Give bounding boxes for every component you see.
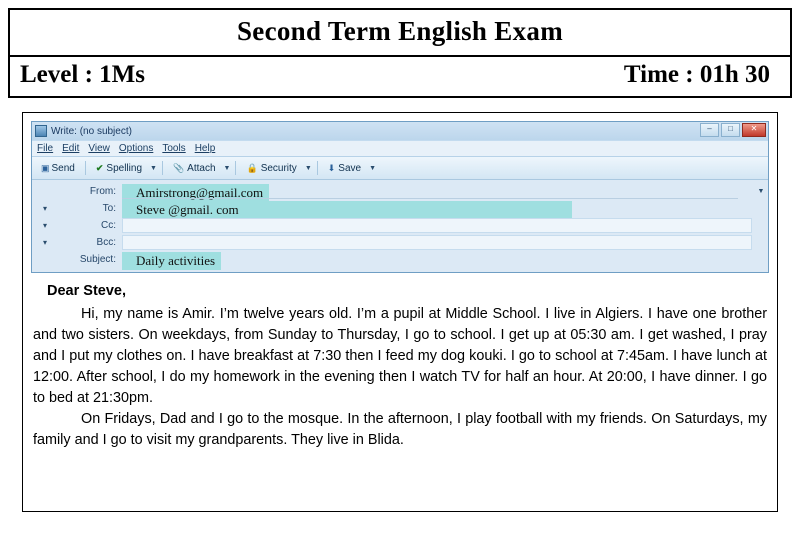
menu-item-help[interactable] [195, 143, 216, 154]
from-underline [122, 198, 738, 199]
menu-item-view-label: View [88, 143, 110, 154]
exam-header-table [8, 8, 792, 98]
attach-button[interactable] [168, 161, 221, 176]
document-body-frame [22, 112, 778, 512]
subject-label: Subject: [79, 254, 116, 265]
bcc-input[interactable] [122, 235, 752, 250]
toolbar-separator [85, 161, 86, 175]
paperclip-icon: 📎 [172, 162, 185, 173]
from-label: From: [89, 186, 116, 197]
cc-expand-icon[interactable]: ▾ [42, 221, 47, 230]
subject-value-wrap[interactable] [122, 252, 754, 267]
page-title: Second Term English Exam [236, 16, 564, 46]
bcc-label: Bcc: [96, 237, 116, 248]
send-button[interactable] [36, 161, 80, 176]
security-label: Security [260, 162, 297, 174]
menu-item-options[interactable] [119, 143, 153, 154]
bcc-expand-icon[interactable]: ▾ [42, 238, 47, 247]
field-row-from [32, 183, 768, 200]
save-button[interactable] [323, 161, 366, 176]
letter-paragraph-1: Hi, my name is Amir. I’m twelve years old. I’m a pupil at Middle School. I live in Algiers. I have one brother and two sisters. On weekdays, from Sunday to Thursday, I go to school. I get up at 05:30 am. I get washed, I pray and I put my clothes on. I have breakfast at 7:30 then I feed my dog kouki. I go to school at 7:45am. I have lunch at 12:00. After school, I do my homework in the evening then I watch TV for half an hour. At 20:00, I have dinner. I go to bed at 21:30pm. [33, 306, 767, 406]
toolbar-separator [235, 161, 236, 175]
to-input[interactable]: Steve @gmail. com [122, 201, 572, 219]
toolbar-separator [162, 161, 163, 175]
menu-item-edit[interactable] [62, 143, 79, 154]
field-row-bcc [32, 234, 768, 251]
from-chevron-down-icon[interactable]: ▼ [757, 188, 765, 195]
compose-icon [35, 125, 47, 137]
spelling-button[interactable] [91, 161, 147, 176]
letter-greeting: Dear Steve, [47, 283, 126, 299]
to-value-wrap[interactable] [122, 201, 754, 216]
menu-item-tools-label: Tools [162, 143, 186, 154]
menu-bar [32, 140, 768, 157]
security-chevron-down-icon[interactable]: ▼ [304, 164, 312, 172]
menu-item-view[interactable] [88, 143, 110, 154]
from-input[interactable]: Amirstrong@gmail.com [122, 184, 269, 202]
menu-item-file[interactable] [37, 143, 53, 154]
minimize-icon[interactable]: – [700, 123, 719, 137]
menu-item-file-label: File [37, 143, 54, 154]
cc-input[interactable] [122, 218, 752, 233]
lock-icon: 🔒 [246, 162, 258, 173]
to-expand-icon[interactable]: ▾ [42, 204, 47, 213]
window-title: Write: (no subject) [51, 125, 132, 137]
to-label: To: [102, 203, 116, 214]
menu-item-edit-label: Edit [62, 143, 80, 154]
menu-item-options-label: Options [118, 143, 154, 154]
close-icon[interactable]: ✕ [742, 123, 766, 137]
save-icon: ⬇ [327, 162, 336, 173]
menu-item-help-label: Help [194, 143, 216, 154]
field-row-subject [32, 251, 768, 268]
window-controls [700, 123, 766, 137]
subject-input[interactable]: Daily activities [122, 252, 221, 270]
field-row-cc [32, 217, 768, 234]
attach-label: Attach [187, 162, 216, 174]
spelling-label: Spelling [106, 162, 143, 174]
toolbar [32, 157, 768, 180]
window-titlebar [32, 122, 768, 140]
cc-label: Cc: [101, 220, 116, 231]
exam-title-row [10, 10, 790, 57]
letter-paragraph-2: On Fridays, Dad and I go to the mosque. In the afternoon, I play football with my friends. On Saturdays, my family and I go to visit my grandparents. They live in Blida. [33, 411, 767, 449]
menu-item-tools[interactable] [162, 143, 185, 154]
exam-info-row [10, 57, 790, 96]
mail-compose-window [31, 121, 769, 273]
address-fields [32, 180, 768, 272]
spelling-chevron-down-icon[interactable]: ▼ [150, 164, 157, 172]
send-icon: ▣ [41, 162, 49, 173]
security-button[interactable] [241, 161, 301, 176]
attach-chevron-down-icon[interactable]: ▼ [223, 164, 231, 172]
save-chevron-down-icon[interactable]: ▼ [369, 164, 377, 172]
field-row-to [32, 200, 768, 217]
spellcheck-icon: ✔ [95, 162, 104, 173]
from-value-wrap[interactable] [122, 184, 754, 199]
letter-body [31, 273, 769, 451]
time-label: Time : 01h 30 [623, 61, 770, 88]
level-label: Level : 1Ms [20, 61, 145, 88]
send-label: Send [51, 162, 75, 174]
toolbar-separator [317, 161, 318, 175]
save-label: Save [338, 162, 362, 174]
maximize-icon[interactable]: □ [721, 123, 740, 137]
